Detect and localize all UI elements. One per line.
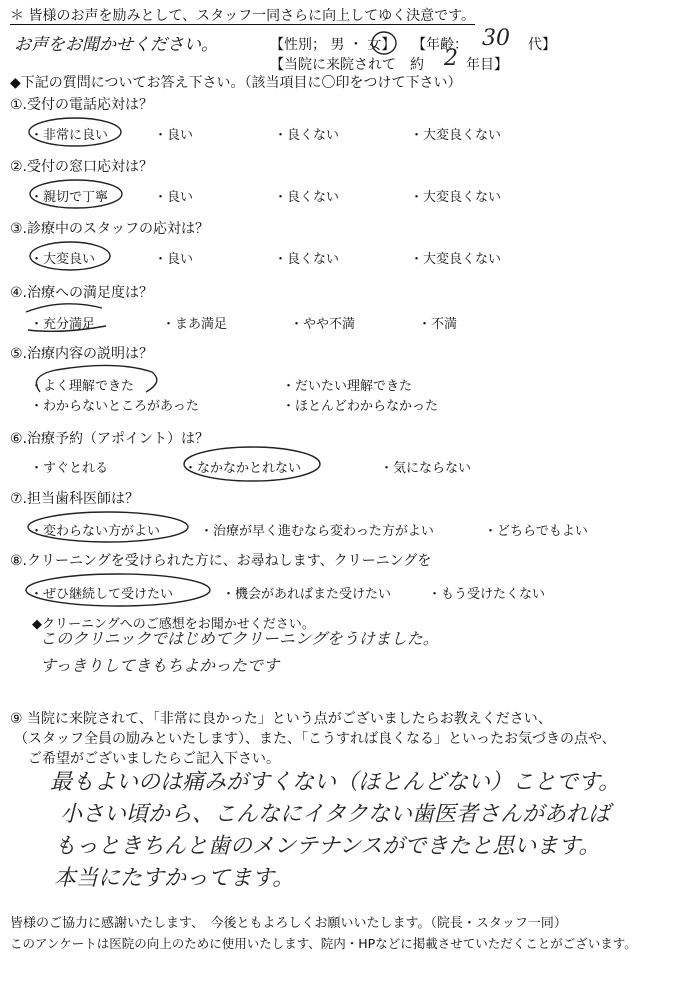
question-title: ⑧.クリーニングを受けられた方に、お尋ねします、クリーニングを — [10, 553, 432, 569]
handwritten-line: すっきりしてきもちよかったです — [40, 656, 280, 675]
handwritten-line: もっときちんと歯のメンテナンスができたと思います。 — [54, 834, 601, 859]
question-title: ⑦.担当歯科医師は？ — [10, 491, 140, 507]
question-title: ③.診療中のスタッフの応対は？ — [10, 221, 210, 237]
intro-line: ＊ 皆様のお声を励みとして、スタッフ一同さらに向上してゆく決意です。 — [10, 8, 476, 24]
question-title: ②.受付の窓口応対は？ — [10, 159, 154, 175]
handwritten-line: このクリニックではじめてクリーニングをうけました。 — [40, 629, 439, 648]
option: ・よく理解できた — [30, 379, 135, 394]
handwritten-line: 小さい頃から、こんなにイタクない歯医者さんがあれば — [60, 802, 611, 827]
footer-thanks: 皆様のご協力に感謝いたします、 今後ともよろしくお願いいたします。（院長・スタッフ一同） — [10, 916, 567, 931]
option: ・ぜひ継続して受けたい — [30, 587, 174, 602]
visit-label: 【当院に来院されて 約 — [270, 57, 424, 73]
age-value: 30 — [482, 26, 510, 51]
question-title: ⑤.治療内容の説明は？ — [10, 346, 154, 362]
question-title: ④.治療への満足度は？ — [10, 285, 154, 301]
q9-text: ご希望がございましたらご記入下さい。 — [28, 751, 280, 767]
option: ・良い — [154, 128, 194, 143]
option: ・どちらでもよい — [484, 524, 588, 539]
option: ・やや不満 — [290, 317, 356, 332]
option: ・良くない — [274, 252, 340, 267]
age-suffix: 代】 — [528, 37, 556, 53]
heading: お声をお聞かせください。 — [14, 35, 218, 55]
option: ・ほとんどわからなかった — [282, 399, 439, 414]
option: ・不満 — [418, 317, 458, 332]
question-title: ⑥.治療予約（アポイント）は？ — [10, 431, 210, 447]
option: ・なかなかとれない — [184, 461, 302, 476]
footer-notice: このアンケートは医院の向上のために使用いたします、院内・HPなどに掲載させていただくことがございます。 — [10, 936, 637, 951]
option: ・良くない — [274, 128, 340, 143]
option: ・わからないところがあった — [30, 399, 199, 414]
visit-suffix: 年目】 — [466, 57, 508, 73]
cleaning-prompt: ◆クリーニングへのご感想をお聞かせください。 — [32, 617, 315, 632]
option: ・すぐとれる — [30, 461, 109, 476]
option: ・だいたい理解できた — [282, 379, 413, 394]
question-title: ①.受付の電話応対は？ — [10, 97, 154, 113]
option: ・良い — [154, 190, 194, 205]
gender-field: 【性別； 男 ・ 女】 — [270, 37, 396, 53]
option: ・大変良い — [30, 252, 96, 267]
q9-text: （スタッフ全員の励みといたします）、また、「こうすれば良くなる」といったお気づきの点や、 — [14, 731, 616, 747]
option: ・大変良くない — [410, 252, 502, 267]
option: ・気にならない — [380, 461, 472, 476]
option: ・充分満足 — [30, 317, 96, 332]
option: ・良い — [154, 252, 194, 267]
age-label: 【年齢： — [412, 37, 468, 53]
handwritten-line: 最もよいのは痛みがすくない（ほとんどない）ことです。 — [50, 770, 621, 795]
handwritten-line: 本当にたすかってます。 — [54, 866, 295, 891]
q9-text: ⑨ 当院に来院されて、「非常に良かった」という点がございましたらお教えください、 — [10, 711, 552, 727]
option: ・治療が早く進むなら変わった方がよい — [200, 524, 434, 539]
option: ・変わらない方がよい — [30, 524, 161, 539]
option: ・非常に良い — [30, 128, 109, 143]
option: ・良くない — [274, 190, 340, 205]
option: ・もう受けたくない — [428, 587, 546, 602]
option: ・大変良くない — [410, 190, 502, 205]
option: ・機会があればまた受けたい — [222, 587, 392, 602]
option: ・親切で丁寧 — [30, 190, 109, 205]
option: ・まあ満足 — [162, 317, 228, 332]
option: ・大変良くない — [410, 128, 502, 143]
instructions: ◆下記の質問についてお答え下さい。（該当項目に〇印をつけて下さい） — [10, 75, 462, 91]
visit-value: 2 — [444, 46, 458, 71]
